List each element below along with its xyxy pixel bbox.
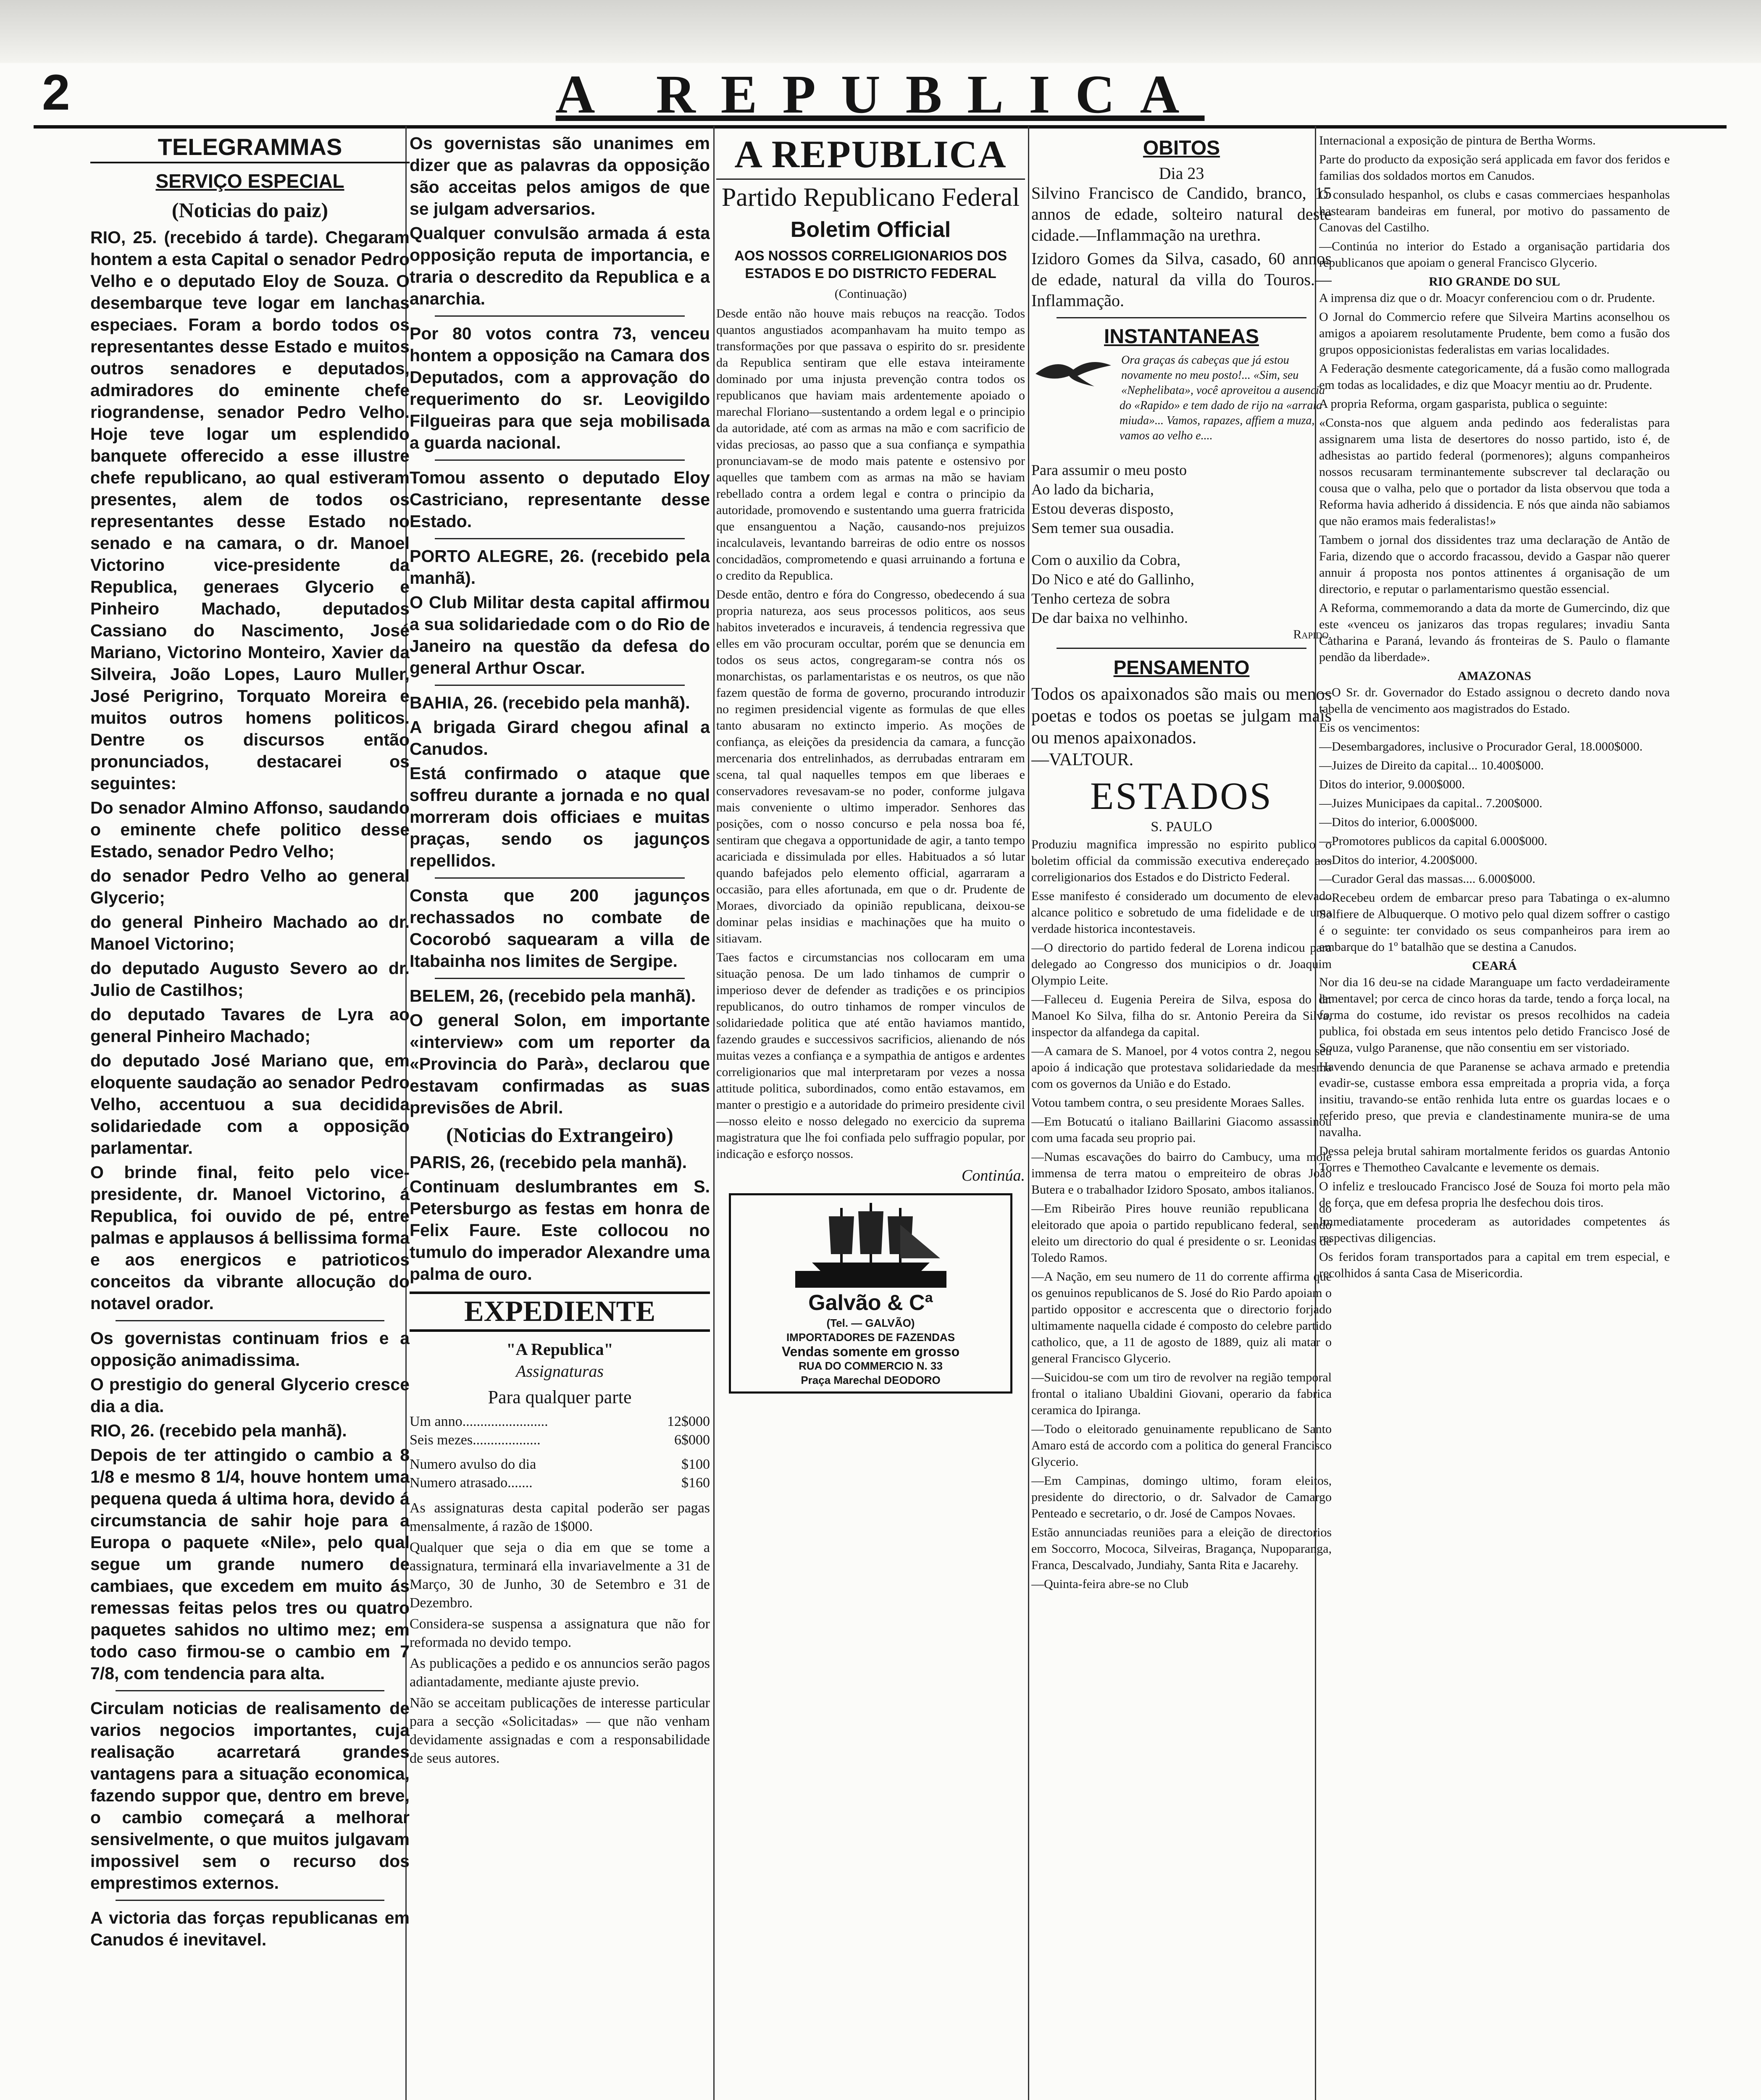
article-paragraph: do senador Pedro Velho ao general Glycerio; — [90, 866, 410, 907]
advertiser-telegraph: (Tel. — GALVÃO) — [826, 1317, 915, 1329]
news-item: «Consta-nos que alguem anda pedindo aos federalistas para assignarem uma lista de desertores do nosso partido, isto é, de adhesistas ao partido federal (pormenores); alguns companheiros nossos recusaram terminantemente subscrever tal declaração ou cousa que o valha, pelo que o portador da lista observou que toda a Reforma havia adherido á dissidencia. E nós que ainda não sabiamos que não eramos mais federalistas!» — [1319, 416, 1670, 528]
price-row — [410, 1474, 710, 1492]
continuation-note: (Continuação) — [834, 287, 907, 301]
continues-note: Continúa. — [962, 1167, 1025, 1184]
news-item: —Em Ribeirão Pires houve reunião republicana do eleitorado que apoia o partido republicano federal, sendo eleito um directorio do qual é presidente o sr. Leonidas de Toledo Ramos. — [1031, 1202, 1332, 1265]
salary-line: —Ditos do interior, 6.000$000. — [1319, 815, 1478, 829]
column-obitos-estados — [1031, 132, 1332, 2100]
price-value: 12$000 — [667, 1414, 710, 1429]
amazonas-heading: AMAZONAS — [1457, 669, 1531, 683]
article-paragraph: do deputado Augusto Severo ao dr. Julio de Castilhos; — [90, 958, 410, 1000]
separator — [435, 877, 685, 879]
poem-line: De dar baixa no velhinho. — [1031, 609, 1188, 626]
article-paragraph: O brinde final, feito pelo vice-presidente, dr. Manoel Victorino, á Republica, foi ouvido de pé, entre palmas e applausos á bellissima forma e aos energicos e patrioticos conceitos da vibrante allocução do notavel orador. — [90, 1163, 410, 1313]
poem — [1031, 460, 1332, 627]
news-item: Internacional a exposição de pintura de Bertha Worms. — [1319, 134, 1596, 147]
news-item: —O directorio do partido federal de Lorena indicou para delegado ao Congresso dos municipios o dr. Joaquim Olympio Leite. — [1031, 941, 1332, 987]
article-paragraph: RIO, 25. (recebido á tarde). Chegaram hontem a esta Capital o senador Pedro Velho e o deputado Eloy de Souza. O desembarque teve logar em lanchas especiaes. Foram a bordo todos os representantes desse Estado e muitos outros senadores e deputados, admiradores do eminente chefe riograndense, senador Pedro Velho. Hoje teve logar um esplendido banquete offerecido a esse illustre chefe republicano, ao qual estiveram presentes, alem de todos os representantes desse Estado no senado e na camara, o dr. Manoel Victorino vice-presidente da Republica, generaes Glycerio e Pinheiro Machado, deputados Cassiano do Nascimento, José Mariano, Victorino Monteiro, Xavier da Silveira, João Lopes, Lauro Muller, José Perigrino, Torquato Moreira e muitos outros homens politicos. Dentre os discursos então pronunciados, destacarei os seguintes: — [90, 228, 410, 793]
separator — [116, 1690, 384, 1691]
advertiser-line: IMPORTADORES DE FAZENDAS — [786, 1331, 955, 1344]
national-news-heading: (Noticias do paiz) — [171, 198, 329, 222]
article-paragraph: O Club Militar desta capital affirmou a sua solidariedade com o do Rio de Janeiro na questão da defesa do general Arthur Oscar. — [410, 593, 710, 677]
news-item: —Continúa no interior do Estado a organisação partidaria dos republicanos que apoiam o general Francisco Glycerio. — [1319, 239, 1670, 270]
separator — [435, 978, 685, 979]
instantaneas-heading: INSTANTANEAS — [1104, 326, 1259, 348]
article-paragraph: Continuam deslumbrantes em S. Petersburgo as festas em honra de Felix Faure. Este collocou no tumulo do imperador Alexandre uma palma de ouro. — [410, 1177, 710, 1284]
separator — [435, 459, 685, 461]
masthead-rule — [34, 125, 1727, 129]
obituaries-heading: OBITOS — [1143, 137, 1220, 159]
salary-line: —Ditos do interior, 4.200$000. — [1319, 853, 1478, 867]
notice-paragraph: Qualquer que seja o dia em que se tome a assignatura, terminará ella invariavelmente a 31 de Março, 30 de Junho, 30 de Setembro e 31 de Dezembro. — [410, 1540, 710, 1611]
estados-heading: ESTADOS — [1090, 774, 1273, 817]
poem-line: Do Nico e até do Gallinho, — [1031, 571, 1194, 588]
bulletin-heading: Boletim Official — [790, 218, 951, 242]
address-heading: AOS NOSSOS CORRELIGIONARIOS DOS ESTADOS E DO DISTRICTO FEDERAL — [734, 248, 1007, 281]
article-paragraph: O prestigio do general Glycerio cresce dia a dia. — [90, 1375, 410, 1416]
news-item: A Reforma, commemorando a data da morte de Gumercindo, diz que este «venceu os janizaros das tropas regulares; invadiu Santa Catharina e Paraná, levando ás fronteiras de S. Paulo o flamante pendão da liberdade». — [1319, 601, 1670, 664]
news-item: —A Nação, em seu numero de 11 do corrente affirma que os genuinos republicanos de S. José do Rio Pardo apoiam o partido oppositor e accrescenta que o directorio forjado ultimamente naquella cidade é composto do celebre partido catholico, que, a 11 de agosto de 1889, quiz ali matar o general Francisco Glycerio. — [1031, 1270, 1332, 1365]
separator — [116, 1900, 384, 1901]
article-paragraph: Por 80 votos contra 73, venceu hontem a opposição na Camara dos Deputados, com a approvação do requerimento do sr. Leovigildo Filgueiras para que seja mobilisada a guarda nacional. — [410, 324, 710, 452]
news-item: Havendo denuncia de que Paranense se achava armado e pretendia evadir-se, custasse embora essa empreitada a propria vida, a força insitiu, travando-se então renhida luta entre os guardas locaes e o referido preso, que previa e clandestinamente munira-se de uma navalha. — [1319, 1060, 1670, 1139]
article-paragraph: Desde então, dentro e fóra do Congresso, obedecendo á sua propria natureza, aos seus processos politicos, aos seus habitos inveterados e incuraveis, á tendencia regressiva que elles em vão procuram occultar, porém que se denuncia em todos os seus actos, congregaram-se contra nós os monarchistas, os parlamentaristas e os neutros, os que não fazem questão de forma de governo, procurando introduzir no regimen presidencial vigente as formulas de que elles tanto abusaram no extincto imperio. As moções de confiança, as eleições da presidencia da camara, a funcção mercenaria dos entrelinhados, as derrubadas entraram em scena, tal qual naquelles tempos em que liberaes e conservadores revesavam-se no poder, conforme julgava mais conveniente o ultimo imperador. Senhores das posições, com o nosso concurso e pela nossa boa fé, sentiram que chegava a opportunidade de agir, a tanto tempo acariciada e dissimulada por elles. Habituados a só lutar quando bafejados pelo elemento official, agarraram a occasião, para elles afortunada, em que o dr. Prudente de Moraes, divorciado da opinião republicana, deixou-se dominar pelas insidias e machinações que ha muito o sitiavam. — [716, 588, 1025, 945]
news-item: Eis os vencimentos: — [1319, 721, 1420, 735]
article-paragraph: Tomou assento o deputado Eloy Castriciano, representante desse Estado. — [410, 468, 710, 531]
special-service-heading: SERVIÇO ESPECIAL — [155, 170, 344, 192]
article-paragraph: O general Solon, em importante «interview» com um reporter da «Provincia do Parà», declarou que estavam confirmadas as suas previsões de Abril. — [410, 1011, 710, 1117]
pensamento-heading: PENSAMENTO — [1113, 656, 1250, 678]
price-label: Numero atrasado....... — [410, 1475, 533, 1491]
galvao-advertisement — [729, 1193, 1012, 1394]
poem-stanza-break — [1031, 538, 1332, 550]
party-name: Partido Republicano Federal — [721, 183, 1020, 212]
column-divider — [713, 126, 715, 2100]
advertiser-name: Galvão & Cª — [808, 1291, 933, 1315]
instantaneas-quote: Ora graças ás cabeças que já estou novamente no meu posto!... «Sim, seu «Nephelibata», você aproveitou a ausencia do «Rapido» e tem dado de rijo na «arraia miuda»... Vamos, rapazes, affiem a muza, vamos ao velho e.... — [1120, 354, 1325, 442]
notice-paragraph: As assignaturas desta capital poderão ser pagas mensalmente, á razão de 1$000. — [410, 1500, 710, 1534]
news-item: —Suicidou-se com um tiro de revolver na região temporal frontal o italiano Ubaldini Giovani, operario da fabrica ceramica do Ipiranga. — [1031, 1370, 1332, 1417]
rio-grande-do-sul-heading: RIO GRANDE DO SUL — [1429, 275, 1560, 289]
news-item: Esse manifesto é considerado um documento de elevado alcance politico e sobretudo de uma fidelidade e de uma verdade historica incontestaveis. — [1031, 889, 1332, 936]
separator — [1057, 317, 1306, 318]
salary-line: —Juizes de Direito da capital... 10.400$000. — [1319, 759, 1544, 772]
price-row — [410, 1412, 710, 1431]
republica-title: A REPUBLICA — [734, 133, 1007, 176]
article-paragraph: Desde então não houve mais rebuços na reacção. Todos quantos angustiados acompanhavam ha muito tempo as transformações por que passava o espirito do sr. presidente da Republica sentiram que elle estava inteiramente dominado por uma injusta prevenção contra todos os republicanos que haviam mais ardentemente apoiado o marechal Floriano—sustentando a ordem legal e o principio da autoridade, até com as armas na mão e com sacrificio de vidas preciosas, ao passo que a sua confiança e sympathia pronunciavam-se de modo mais patente e ostensivo por aquelles que tambem com as armas na mão se haviam rebellado contra a ordem legal e contra o principio da autoridade, promovendo e sustentando uma guerra fratricida que ensanguentou a Nação, causando-nos prejuizos incalculaveis, levantando barreiras de odio entre os nossos concidadãos, comprometendo e quasi arruinando a fortuna e o credito da Republica. — [716, 307, 1025, 583]
notice-paragraph: Não se acceitam publicações de interesse particular para a secção «Solicitadas» — que não venham devidamente assignadas e com a responsabilidade de seus autores. — [410, 1695, 710, 1766]
news-item: Estão annunciadas reuniões para a eleição de directorios em Soccorro, Mococa, Silveiras, Bragança, Nupoparanga, Franca, Descalvado, Jundiahy, Santa Rita e Jacarehy. — [1031, 1525, 1332, 1572]
expediente-title: "A Republica" — [506, 1340, 613, 1359]
news-item: —Numas escavações do bairro do Cambucy, uma mole immensa de terra matou o empreiteiro de obras João Butera e o trabalhador Izidoro Sposato, ambos italianos. — [1031, 1150, 1332, 1197]
news-item: —Quinta-feira abre-se no Club — [1031, 1577, 1189, 1591]
salary-line: —Promotores publicos da capital 6.000$000. — [1319, 834, 1548, 848]
obituary-entry: Silvino Francisco de Candido, branco, 15 annos de edade, solteiro natural deste cidade.—Inflammação na urethra. — [1031, 184, 1332, 244]
news-item: A Federação desmente categoricamente, dá a fusão como mallograda em todas as localidades, e diz que Moacyr mentiu ao dr. Prudente. — [1319, 362, 1670, 392]
column-telegrammas — [90, 132, 410, 2100]
article-paragraph: Circulam noticias de realisamento de varios negocios importantes, cuja realisação acarretará grandes vantagens para a situação economica, fazendo suppor que, dentro em breve, o cambio começará a melhorar sensivelmente, o que muitos julgavam impossivel sem o recurso dos emprestimos externos. — [90, 1698, 410, 1893]
separator — [716, 178, 1025, 180]
poem-line: Estou deveras disposto, — [1031, 500, 1174, 517]
page-number: 2 — [42, 64, 70, 121]
article-paragraph: A brigada Girard chegou afinal a Canudos. — [410, 717, 710, 759]
article-paragraph: Qualquer convulsão armada á esta opposição reputa de importancia, e traria o descredito da Republica e a anarchia. — [410, 223, 710, 308]
poem-line: Tenho certeza de sobra — [1031, 590, 1170, 607]
price-value: 6$000 — [674, 1432, 710, 1448]
news-item: Tambem o jornal dos dissidentes traz uma declaração de Antão de Faria, dizendo que o accordo fracassou, devido a Gaspar não querer annuir á proposta nos pontos attinentes á organisação de um directorio, e reputar o parlamentarismo questão essencial. — [1319, 533, 1670, 596]
price-table — [410, 1412, 710, 1492]
sailing-ship-icon — [795, 1200, 946, 1288]
news-item: —A camara de S. Manoel, por 4 votos contra 2, negou seu apoio á indicação que protestava solidariedade da mesma com os governos da União e do Estado. — [1031, 1044, 1332, 1091]
article-paragraph: do deputado Tavares de Lyra ao general Pinheiro Machado; — [90, 1005, 410, 1046]
price-row — [410, 1455, 710, 1474]
poem-signature: Rapido. — [1293, 627, 1332, 641]
separator — [435, 538, 685, 539]
column-estados-continued — [1319, 132, 1670, 2100]
article-paragraph: Taes factos e circumstancias nos collocaram em uma situação penosa. De um lado tinhamos de cumprir o imperioso dever de defender as tradições e os principios republicanos, do outro tinhamos de romper vinculos de solidariedade politica que até então haviamos mantido, fazendo graudes e successivos sacrificios, alienando de nós muitas vezes a confiança e a sympathia de antigos e ardentes correligionarios que mal interpretaram por vezes a nossa attitude politica, subordinados, como então estavamos, em manter o prestigio e a autoridade do primeiro presidente civil—nosso eleito e nosso delegado no exercicio da suprema magistratura que lhe foi confiada pelo suffragio popular, por indicação e esforço nossos. — [716, 950, 1025, 1161]
article-paragraph: Está confirmado o ataque que soffreu durante a jornada e no qual morreram dois officiaes e muitas praças, sendo os jagunços repellidos. — [410, 764, 710, 870]
notice-paragraph: Considera-se suspensa a assignatura que não for reformada no devido tempo. — [410, 1616, 710, 1650]
poem-line: Para assumir o meu posto — [1031, 462, 1187, 478]
news-item: Parte do producto da exposição será applicada em favor dos feridos e familias dos soldados mortos em Canudos. — [1319, 152, 1670, 183]
separator — [435, 315, 685, 317]
news-item: O infeliz e tresloucado Francisco José de Souza foi morto pela mão de força, que em defesa propria lhe desfechou dois tiros. — [1319, 1179, 1670, 1210]
obituaries-date: Dia 23 — [1159, 164, 1204, 183]
price-label: Numero avulso do dia — [410, 1457, 536, 1472]
price-label: Seis mezes................... — [410, 1432, 541, 1448]
top-smudge — [0, 0, 1761, 63]
article-paragraph: do general Pinheiro Machado ao dr. Manoel Victorino; — [90, 912, 410, 953]
news-item: Votou tambem contra, o seu presidente Moraes Salles. — [1031, 1096, 1305, 1110]
foreign-news-heading: (Noticias do Extrangeiro) — [446, 1123, 673, 1147]
separator — [116, 1320, 384, 1321]
news-item: O consulado hespanhol, os clubs e casas commerciaes hespanholas hastearam bandeiras em funeral, por motivo do passamento de Canovas del Castilho. — [1319, 188, 1670, 234]
news-item: Nor dia 16 deu-se na cidade Maranguape um facto verdadeiramente lamentavel; por cerca de cinco horas da tarde, tendo a força local, na forma do costume, ido revistar os presos recolhidos na cadeia publica, foi obstada em seus intentos pelo detido Francisco José de Souza, vulgo Paranense, que não consentiu em ser vistoriado. — [1319, 975, 1670, 1055]
state-heading: S. PAULO — [1151, 819, 1212, 835]
column-boletim-official — [716, 132, 1025, 2100]
obituary-entry: Izidoro Gomes da Silva, casado, 60 annos de edade, natural da villa do Touros.—Inflammação. — [1031, 249, 1332, 310]
dateline: BAHIA, 26. (recebido pela manhã). — [410, 693, 690, 712]
dateline: BELEM, 26, (recebido pela manhã). — [410, 986, 696, 1005]
masthead-title: A REPUBLICA — [555, 64, 1205, 125]
advertiser-line: Vendas somente em grosso — [781, 1344, 960, 1359]
article-paragraph: Consta que 200 jagunços rechassados no combate de Cocorobó saquearam a villa de Itabainha nos limites de Sergipe. — [410, 886, 710, 971]
expediente-heading: EXPEDIENTE — [410, 1292, 710, 1332]
poem-line: Ao lado da bicharia, — [1031, 481, 1154, 498]
news-item: Immediatamente procederam as autoridades competentes ás respectivas diligencias. — [1319, 1215, 1670, 1245]
separator — [1057, 648, 1306, 649]
salary-line: —Juizes Municipaes da capital.. 7.200$000. — [1319, 796, 1543, 810]
article-paragraph: do deputado José Mariano que, em eloquente saudação ao senador Pedro Velho, accentuou a sua decidida solidariedade com a opposição parlamentar. — [90, 1051, 410, 1158]
bird-icon — [1031, 353, 1115, 391]
news-item: Dessa peleja brutal sahiram mortalmente feridos os guardas Antonio Torres e Themotheo Cavalcante e levemente os demais. — [1319, 1144, 1670, 1174]
salary-line: —Curador Geral das massas.... 6.000$000. — [1319, 872, 1535, 886]
news-item: —O Sr. dr. Governador do Estado assignou o decreto dando nova tabella de vencimento aos magistrados do Estado. — [1319, 685, 1670, 716]
poem-line: Sem temer sua ousadia. — [1031, 520, 1174, 536]
news-item: A propria Reforma, orgam gasparista, publica o seguinte: — [1319, 397, 1608, 411]
column-telegrams-expediente — [410, 132, 710, 2100]
telegrammas-header: TELEGRAMMAS — [90, 132, 410, 163]
article-paragraph: Depois de ter attingido o cambio a 8 1/8 e mesmo 8 1/4, houve hontem uma pequena queda á ultima hora, devido á circumstancia de sahir hoje para a Europa o paquete «Nile», pelo qual segue um grande numero de cambiaes, que excedem em muito ás remessas feitas pelos tres ou quatro paquetes sahidos no ultimo mez; em todo caso firmou-se o cambio em 7 7/8, com tendencia para alta. — [90, 1445, 410, 1683]
price-label: Um anno........................ — [410, 1414, 548, 1429]
separator — [435, 685, 685, 686]
price-row — [410, 1431, 710, 1449]
salary-line: —Desembargadores, inclusive o Procurador Geral, 18.000$000. — [1319, 740, 1643, 753]
advertiser-line: RUA DO COMMERCIO N. 33 — [799, 1360, 943, 1372]
news-item: —Em Botucatú o italiano Baillarini Giacomo assassinou com uma facada seu proprio pai. — [1031, 1115, 1332, 1145]
any-destination-heading: Para qualquer parte — [488, 1387, 632, 1407]
poem-line: Com o auxilio da Cobra, — [1031, 551, 1180, 568]
advertiser-line: Praça Marechal DEODORO — [801, 1374, 941, 1386]
news-item: —Todo o eleitorado genuinamente republicano de Santo Amaro está de accordo com a politica do general Francisco Glycerio. — [1031, 1422, 1332, 1469]
article-paragraph: Do senador Almino Affonso, saudando o eminente chefe politico desse Estado, senador Pedro Velho; — [90, 798, 410, 861]
price-value: $160 — [681, 1475, 710, 1491]
news-item: O Jornal do Commercio refere que Silveira Martins aconselhou os amigos a apoiarem resolutamente Prudente, bem como a fusão dos grupos opposicionistas federalistas em varias localidades. — [1319, 310, 1670, 357]
news-item: —Em Campinas, domingo ultimo, foram eleitos, presidente do directorio, o dr. Salvador de Camargo Penteado e secretario, o dr. José de Campos Novaes. — [1031, 1474, 1332, 1520]
masthead — [34, 63, 1727, 126]
notice-paragraph: As publicações a pedido e os annuncios serão pagos adiantadamente, mediante ajuste previo. — [410, 1656, 710, 1690]
ceara-heading: CEARÁ — [1472, 959, 1517, 973]
article-paragraph: Os governistas continuam frios e a opposição animadissima. — [90, 1328, 410, 1370]
article-paragraph: A victoria das forças republicanas em Canudos é inevitavel. — [90, 1908, 410, 1949]
pensamento-text: Todos os apaixonados são mais ou menos poetas e todos os poetas se julgam mais ou menos apaixonados. — [1031, 685, 1332, 748]
news-item: Os feridos foram transportados para a capital em trem especial, e recolhidos á santa Casa de Misericordia. — [1319, 1250, 1670, 1280]
news-item: —Falleceu d. Eugenia Pereira de Silva, esposa do dr. Manoel Ko Silva, filha do sr. Antonio Pereira da Silva, inspector da alfandega da capital. — [1031, 992, 1332, 1039]
salary-line: Ditos do interior, 9.000$000. — [1319, 777, 1465, 791]
news-item: Produziu magnifica impressão no espirito publico o boletim official da commissão executiva endereçado aos correligionarios dos Estados e do Districto Federal. — [1031, 837, 1332, 884]
price-value: $100 — [681, 1457, 710, 1472]
article-paragraph: RIO, 26. (recebido pela manhã). — [90, 1421, 347, 1440]
news-item: A imprensa diz que o dr. Moacyr conferenciou com o dr. Prudente. — [1319, 291, 1655, 305]
news-item: —Recebeu ordem de embarcar preso para Tabatinga o ex-alumno Solfiere de Albuquerque. O motivo pelo qual dizem soffrer o castigo é o seguinte: ter convidado os seus companheiros para irem ao embarque do 1º batalhão que se destina a Canudos. — [1319, 891, 1670, 954]
column-divider — [1028, 126, 1029, 2100]
pensamento-author: —VALTOUR. — [1031, 750, 1134, 769]
dateline: PARIS, 26, (recebido pela manhã). — [410, 1152, 687, 1172]
article-paragraph: Os governistas são unanimes em dizer que as palavras da opposição são acceitas pelos amigos de que se julgam adversarios. — [410, 134, 710, 218]
subscriptions-heading: Assignaturas — [516, 1362, 604, 1381]
dateline: PORTO ALEGRE, 26. (recebido pela manhã). — [410, 546, 710, 588]
